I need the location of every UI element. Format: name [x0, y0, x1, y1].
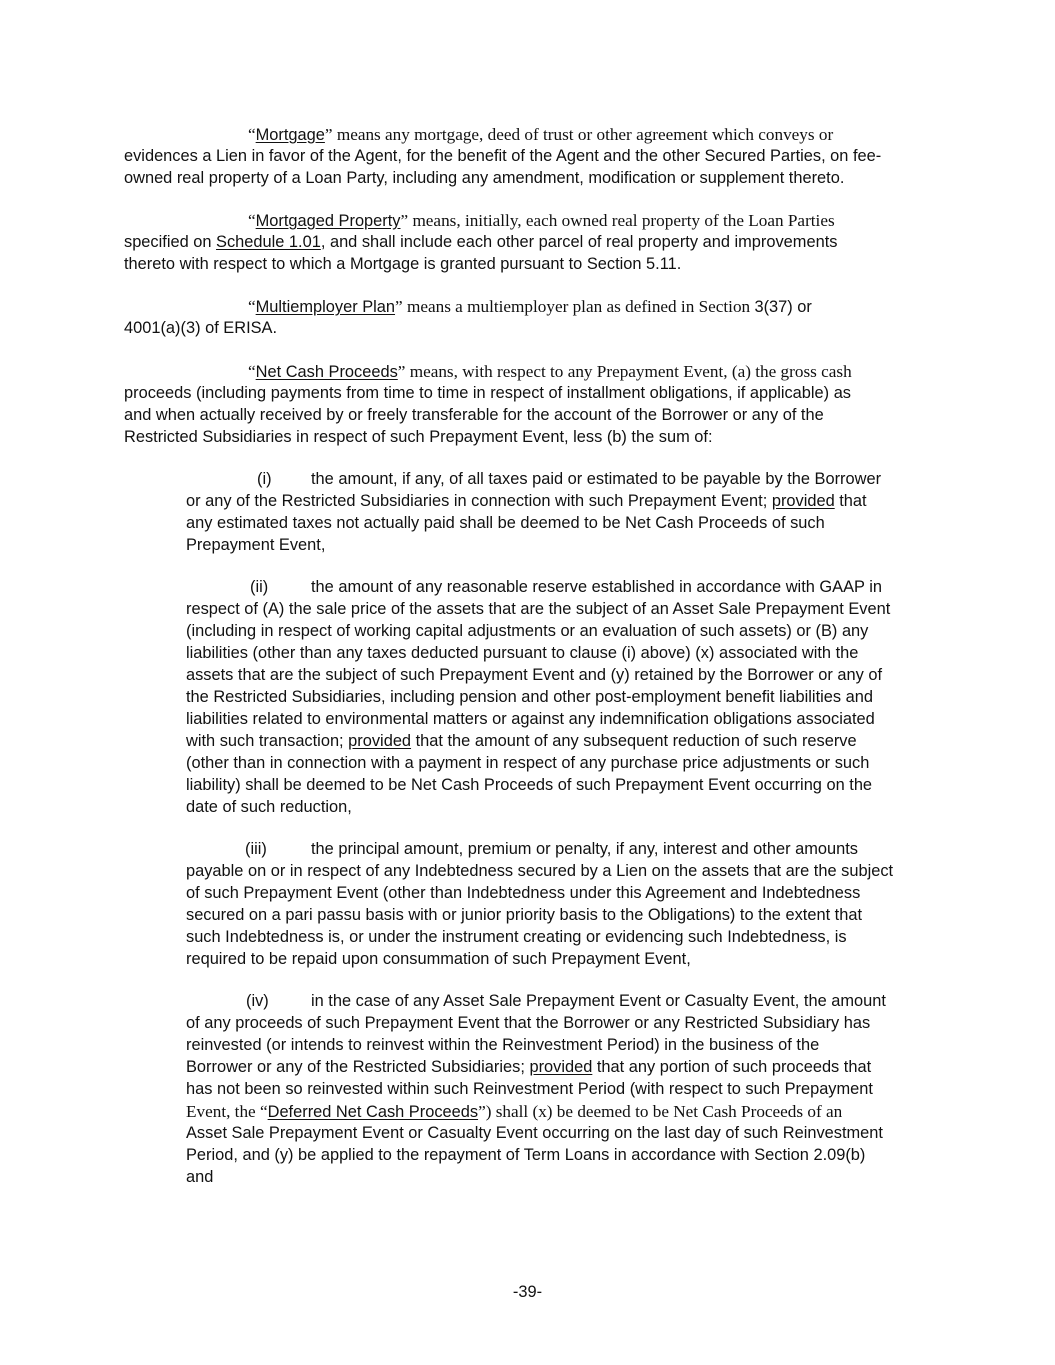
text-line: required to be repaid upon consummation of such Prepayment Event, [186, 950, 691, 968]
quote-mark: ” [397, 362, 406, 381]
clause-label-iv: (iv) [246, 992, 269, 1010]
quote-mark: ” [395, 297, 403, 316]
net-cash-proceeds-definition-line [248, 361, 852, 382]
text-line: 4001(a)(3) of ERISA. [124, 319, 278, 337]
text-line: and when actually received by or freely transferable for the account of the Borrower or any of the [124, 406, 824, 424]
text-line [186, 731, 857, 752]
text-run: with such transaction; [186, 732, 349, 750]
quote-mark: ” [400, 211, 409, 230]
text-line: respect of (A) the sale price of the assets that are the subject of an Asset Sale Prepayment Event [186, 600, 891, 618]
proviso-term: provided [348, 732, 412, 750]
text-line: and [186, 1168, 214, 1186]
text-line: liability) shall be deemed to be Net Cash Proceeds of such Prepayment Event occurring on the [186, 776, 873, 794]
text-line: proceeds (including payments from time to time in respect of installment obligations, if applicable) as [124, 384, 851, 402]
page-number: -39- [512, 1283, 543, 1301]
text-run: , and shall include each other parcel of real property and improvements [320, 233, 838, 251]
text-line: of such Prepayment Event (other than Indebtedness under this Agreement and Indebtedness [186, 884, 861, 902]
multiemployer-definition-line [248, 296, 812, 317]
text-line: the amount of any reasonable reserve established in accordance with GAAP in [311, 578, 882, 596]
text-line [186, 491, 867, 512]
text-run: Event, the “ [186, 1102, 268, 1121]
text-line: liabilities (other than any taxes deducted pursuant to clause (i) above) (x) associated with the [186, 644, 859, 662]
text-run: ”) shall (x) be deemed to be Net Cash Proceeds of an [478, 1102, 843, 1121]
text-line: date of such reduction, [186, 798, 352, 816]
text-line: liabilities related to environmental matters or against any indemnification obligations associated [186, 710, 875, 728]
text-line: owned real property of a Loan Party, including any amendment, modification or supplement thereto. [124, 169, 845, 187]
text-line: Prepayment Event, [186, 536, 326, 554]
quote-mark: ” [324, 125, 333, 144]
text-line: Period, and (y) be applied to the repayment of Term Loans in accordance with Section 2.09(b) [186, 1146, 866, 1164]
text-run: specified on [124, 233, 217, 251]
text-line [124, 232, 837, 253]
clause-label-iii: (iii) [245, 840, 267, 858]
text-run: means any mortgage, deed of trust or other agreement which conveys or [332, 125, 834, 144]
text-line: (including in respect of working capital adjustments or an evaluation of such assets) or (B) any [186, 622, 869, 640]
text-line: reinvested (or intends to reinvest within the Reinvestment Period) in the business of the [186, 1036, 820, 1054]
text-line: thereto with respect to which a Mortgage is granted pursuant to Section 5.11. [124, 255, 682, 273]
quote-mark: “ [248, 297, 256, 316]
mortgaged-property-definition-line [248, 210, 835, 231]
defined-term-deferred-net-cash-proceeds: Deferred Net Cash Proceeds [267, 1103, 479, 1121]
proviso-term: provided [529, 1058, 593, 1076]
text-line: the principal amount, premium or penalty, if any, interest and other amounts [311, 840, 858, 858]
text-line: the Restricted Subsidiaries, including pension and other post-employment benefit liabilities and [186, 688, 873, 706]
text-run: that any portion of such proceeds that [592, 1058, 872, 1076]
quote-mark: “ [248, 362, 256, 381]
mortgage-definition-line [248, 124, 833, 145]
text-line [186, 1101, 842, 1122]
schedule-reference: Schedule 1.01 [216, 233, 321, 251]
defined-term-net-cash-proceeds: Net Cash Proceeds [255, 363, 398, 381]
quote-mark: “ [248, 211, 256, 230]
clause-label-i: (i) [257, 470, 272, 488]
text-line: assets that are the subject of such Prepayment Event and (y) retained by the Borrower or any of [186, 666, 883, 684]
text-run: means, initially, each owned real property of the Loan Parties [408, 211, 835, 230]
text-line: of any proceeds of such Prepayment Event that the Borrower or any Restricted Subsidiary has [186, 1014, 871, 1032]
text-run: Borrower or any of the Restricted Subsidiaries; [186, 1058, 530, 1076]
text-run: that the amount of any subsequent reduction of such reserve [411, 732, 857, 750]
text-run: means a multiemployer plan as defined in Section [402, 297, 755, 316]
clause-label-ii: (ii) [250, 578, 269, 596]
text-run: 3(37) or [754, 298, 812, 316]
text-line: the amount, if any, of all taxes paid or estimated to be payable by the Borrower [311, 470, 882, 488]
text-line: evidences a Lien in favor of the Agent, for the benefit of the Agent and the other Secured Parties, on fee- [124, 147, 882, 165]
text-line: has not been so reinvested within such Reinvestment Period (with respect to such Prepayment [186, 1080, 873, 1098]
text-line: any estimated taxes not actually paid shall be deemed to be Net Cash Proceeds of such [186, 514, 825, 532]
text-line [186, 1057, 871, 1078]
quote-mark: “ [248, 125, 256, 144]
text-run: means, with respect to any Prepayment Event, (a) the gross cash [405, 362, 852, 381]
text-line: payable on or in respect of any Indebtedness secured by a Lien on the assets that are the subject [186, 862, 894, 880]
text-line: in the case of any Asset Sale Prepayment Event or Casualty Event, the amount [311, 992, 886, 1010]
text-run: that [834, 492, 867, 510]
defined-term-multiemployer-plan: Multiemployer Plan [255, 298, 396, 316]
text-line: (other than in connection with a payment in respect of any purchase price adjustments or such [186, 754, 870, 772]
text-line: such Indebtedness is, or under the instrument creating or evidencing such Indebtedness, is [186, 928, 847, 946]
proviso-term: provided [771, 492, 835, 510]
text-run: or any of the Restricted Subsidiaries in connection with such Prepayment Event; [186, 492, 772, 510]
defined-term-mortgage: Mortgage [255, 126, 325, 144]
text-line: Asset Sale Prepayment Event or Casualty Event occurring on the last day of such Reinvestment [186, 1124, 883, 1142]
defined-term-mortgaged-property: Mortgaged Property [255, 212, 401, 230]
text-line: secured on a pari passu basis with or junior priority basis to the Obligations) to the extent that [186, 906, 863, 924]
text-line: Restricted Subsidiaries in respect of such Prepayment Event, less (b) the sum of: [124, 428, 713, 446]
